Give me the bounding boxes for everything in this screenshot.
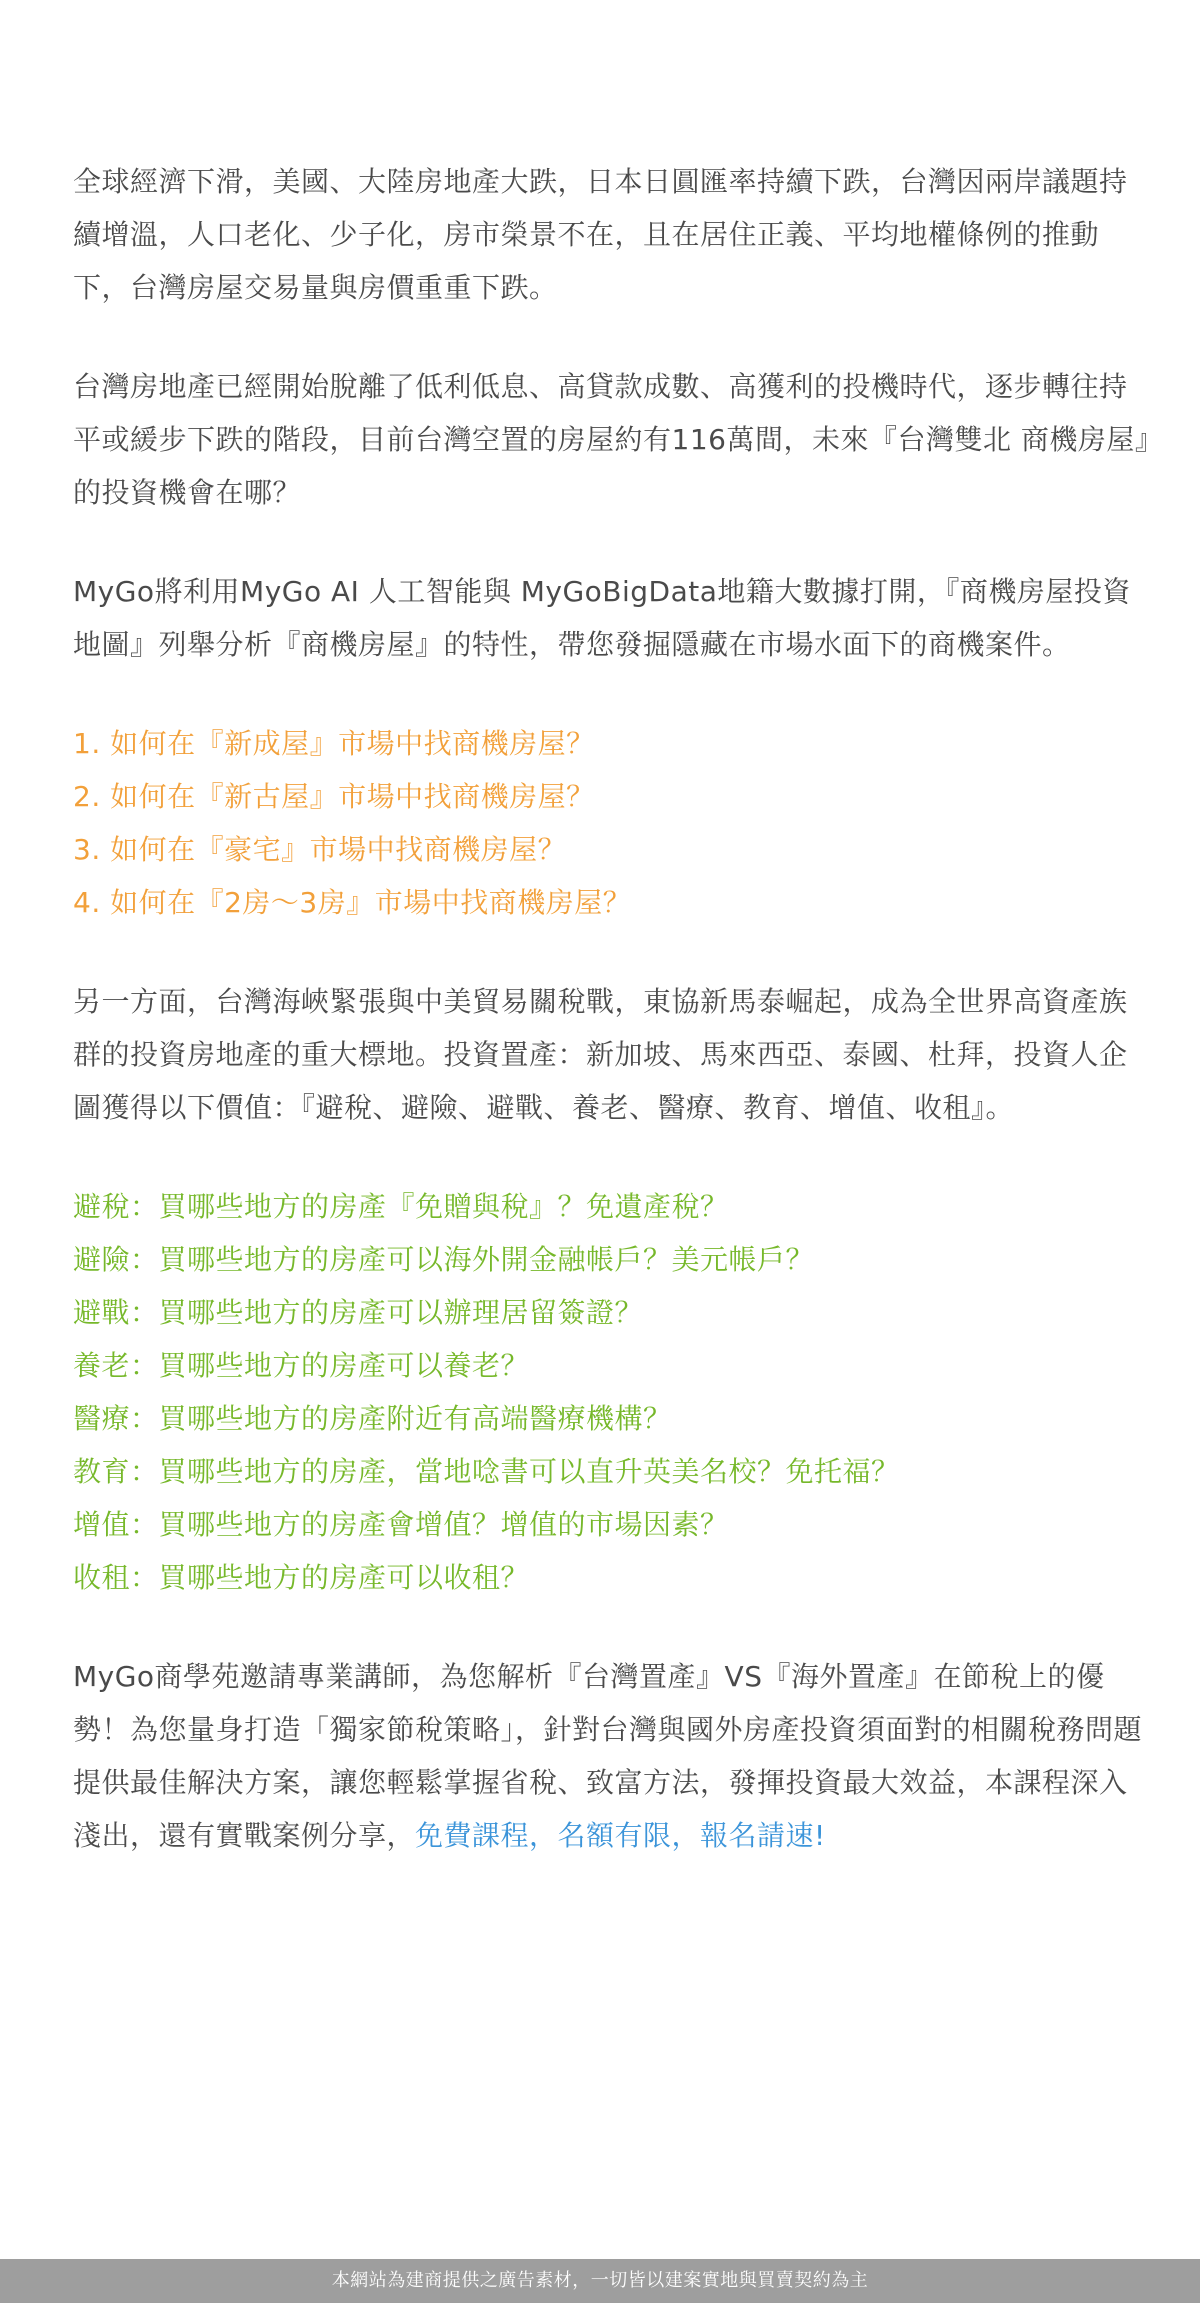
free-course-link[interactable]: 免費課程，名額有限，報名請速! — [415, 1819, 826, 1852]
article-content — [73, 155, 1153, 1908]
footer-disclaimer: 本網站為建商提供之廣告素材，一切皆以建案實地與買賣契約為主 — [0, 2259, 1200, 2303]
list-item: 避險：買哪些地方的房產可以海外開金融帳戶？美元帳戶？ — [73, 1243, 815, 1276]
list-item: 增值：買哪些地方的房產會增值？增值的市場因素？ — [73, 1508, 729, 1541]
value-list-green — [73, 1180, 1153, 1604]
list-item: 1. 如何在『新成屋』市場中找商機房屋？ — [73, 727, 595, 760]
list-item: 避稅：買哪些地方的房產『免贈與稅』？免遺產稅？ — [73, 1190, 729, 1223]
list-item: 教育：買哪些地方的房產，當地唸書可以直升英美名校？免托福？ — [73, 1455, 900, 1488]
course-invite-text: MyGo商學苑邀請專業講師，為您解析『台灣置產』VS『海外置產』在節稅上的優勢！為您量身打造「獨家節稅策略」，針對台灣與國外房產投資須面對的相關稅務問題提供最佳解決方案，讓您輕鬆掌握省稅、致富方法，發揮投資最大效益，本課程深入淺出，還有實戰案例分享， — [73, 1660, 1143, 1852]
paragraph-investment-era: 台灣房地產已經開始脫離了低利低息、高貸款成數、高獲利的投機時代，逐步轉往持平或緩步下跌的階段，目前台灣空置的房屋約有116萬間，未來『台灣雙北 商機房屋』的投資機會在哪？ — [73, 370, 1150, 509]
list-item: 2. 如何在『新古屋』市場中找商機房屋？ — [73, 780, 595, 813]
paragraph-course-invite — [73, 1650, 1153, 1862]
list-item: 養老：買哪些地方的房產可以養老？ — [73, 1349, 530, 1382]
list-item: 醫療：買哪些地方的房產附近有高端醫療機構？ — [73, 1402, 672, 1435]
question-list-orange — [73, 717, 1153, 929]
list-item: 收租：買哪些地方的房產可以收租？ — [73, 1561, 530, 1594]
list-item: 4. 如何在『2房～3房』市場中找商機房屋？ — [73, 886, 632, 919]
paragraph-overseas-investment: 另一方面，台灣海峽緊張與中美貿易關稅戰，東協新馬泰崛起，成為全世界高資產族群的投資房地產的重大標地。投資置產：新加坡、馬來西亞、泰國、杜拜，投資人企圖獲得以下價值：『避稅、避險、避戰、養老、醫療、教育、增值、收租』。 — [73, 985, 1128, 1124]
list-item: 避戰：買哪些地方的房產可以辦理居留簽證？ — [73, 1296, 644, 1329]
paragraph-market-overview: 全球經濟下滑，美國、大陸房地產大跌，日本日圓匯率持續下跌，台灣因兩岸議題持續增溫，人口老化、少子化，房市榮景不在，且在居住正義、平均地權條例的推動下，台灣房屋交易量與房價重重下跌。 — [73, 165, 1128, 304]
paragraph-mygo-ai: MyGo將利用MyGo AI 人工智能與 MyGoBigData地籍大數據打開，『商機房屋投資地圖』列舉分析『商機房屋』的特性，帶您發掘隱藏在市場水面下的商機案件。 — [73, 575, 1131, 661]
list-item: 3. 如何在『豪宅』市場中找商機房屋？ — [73, 833, 567, 866]
